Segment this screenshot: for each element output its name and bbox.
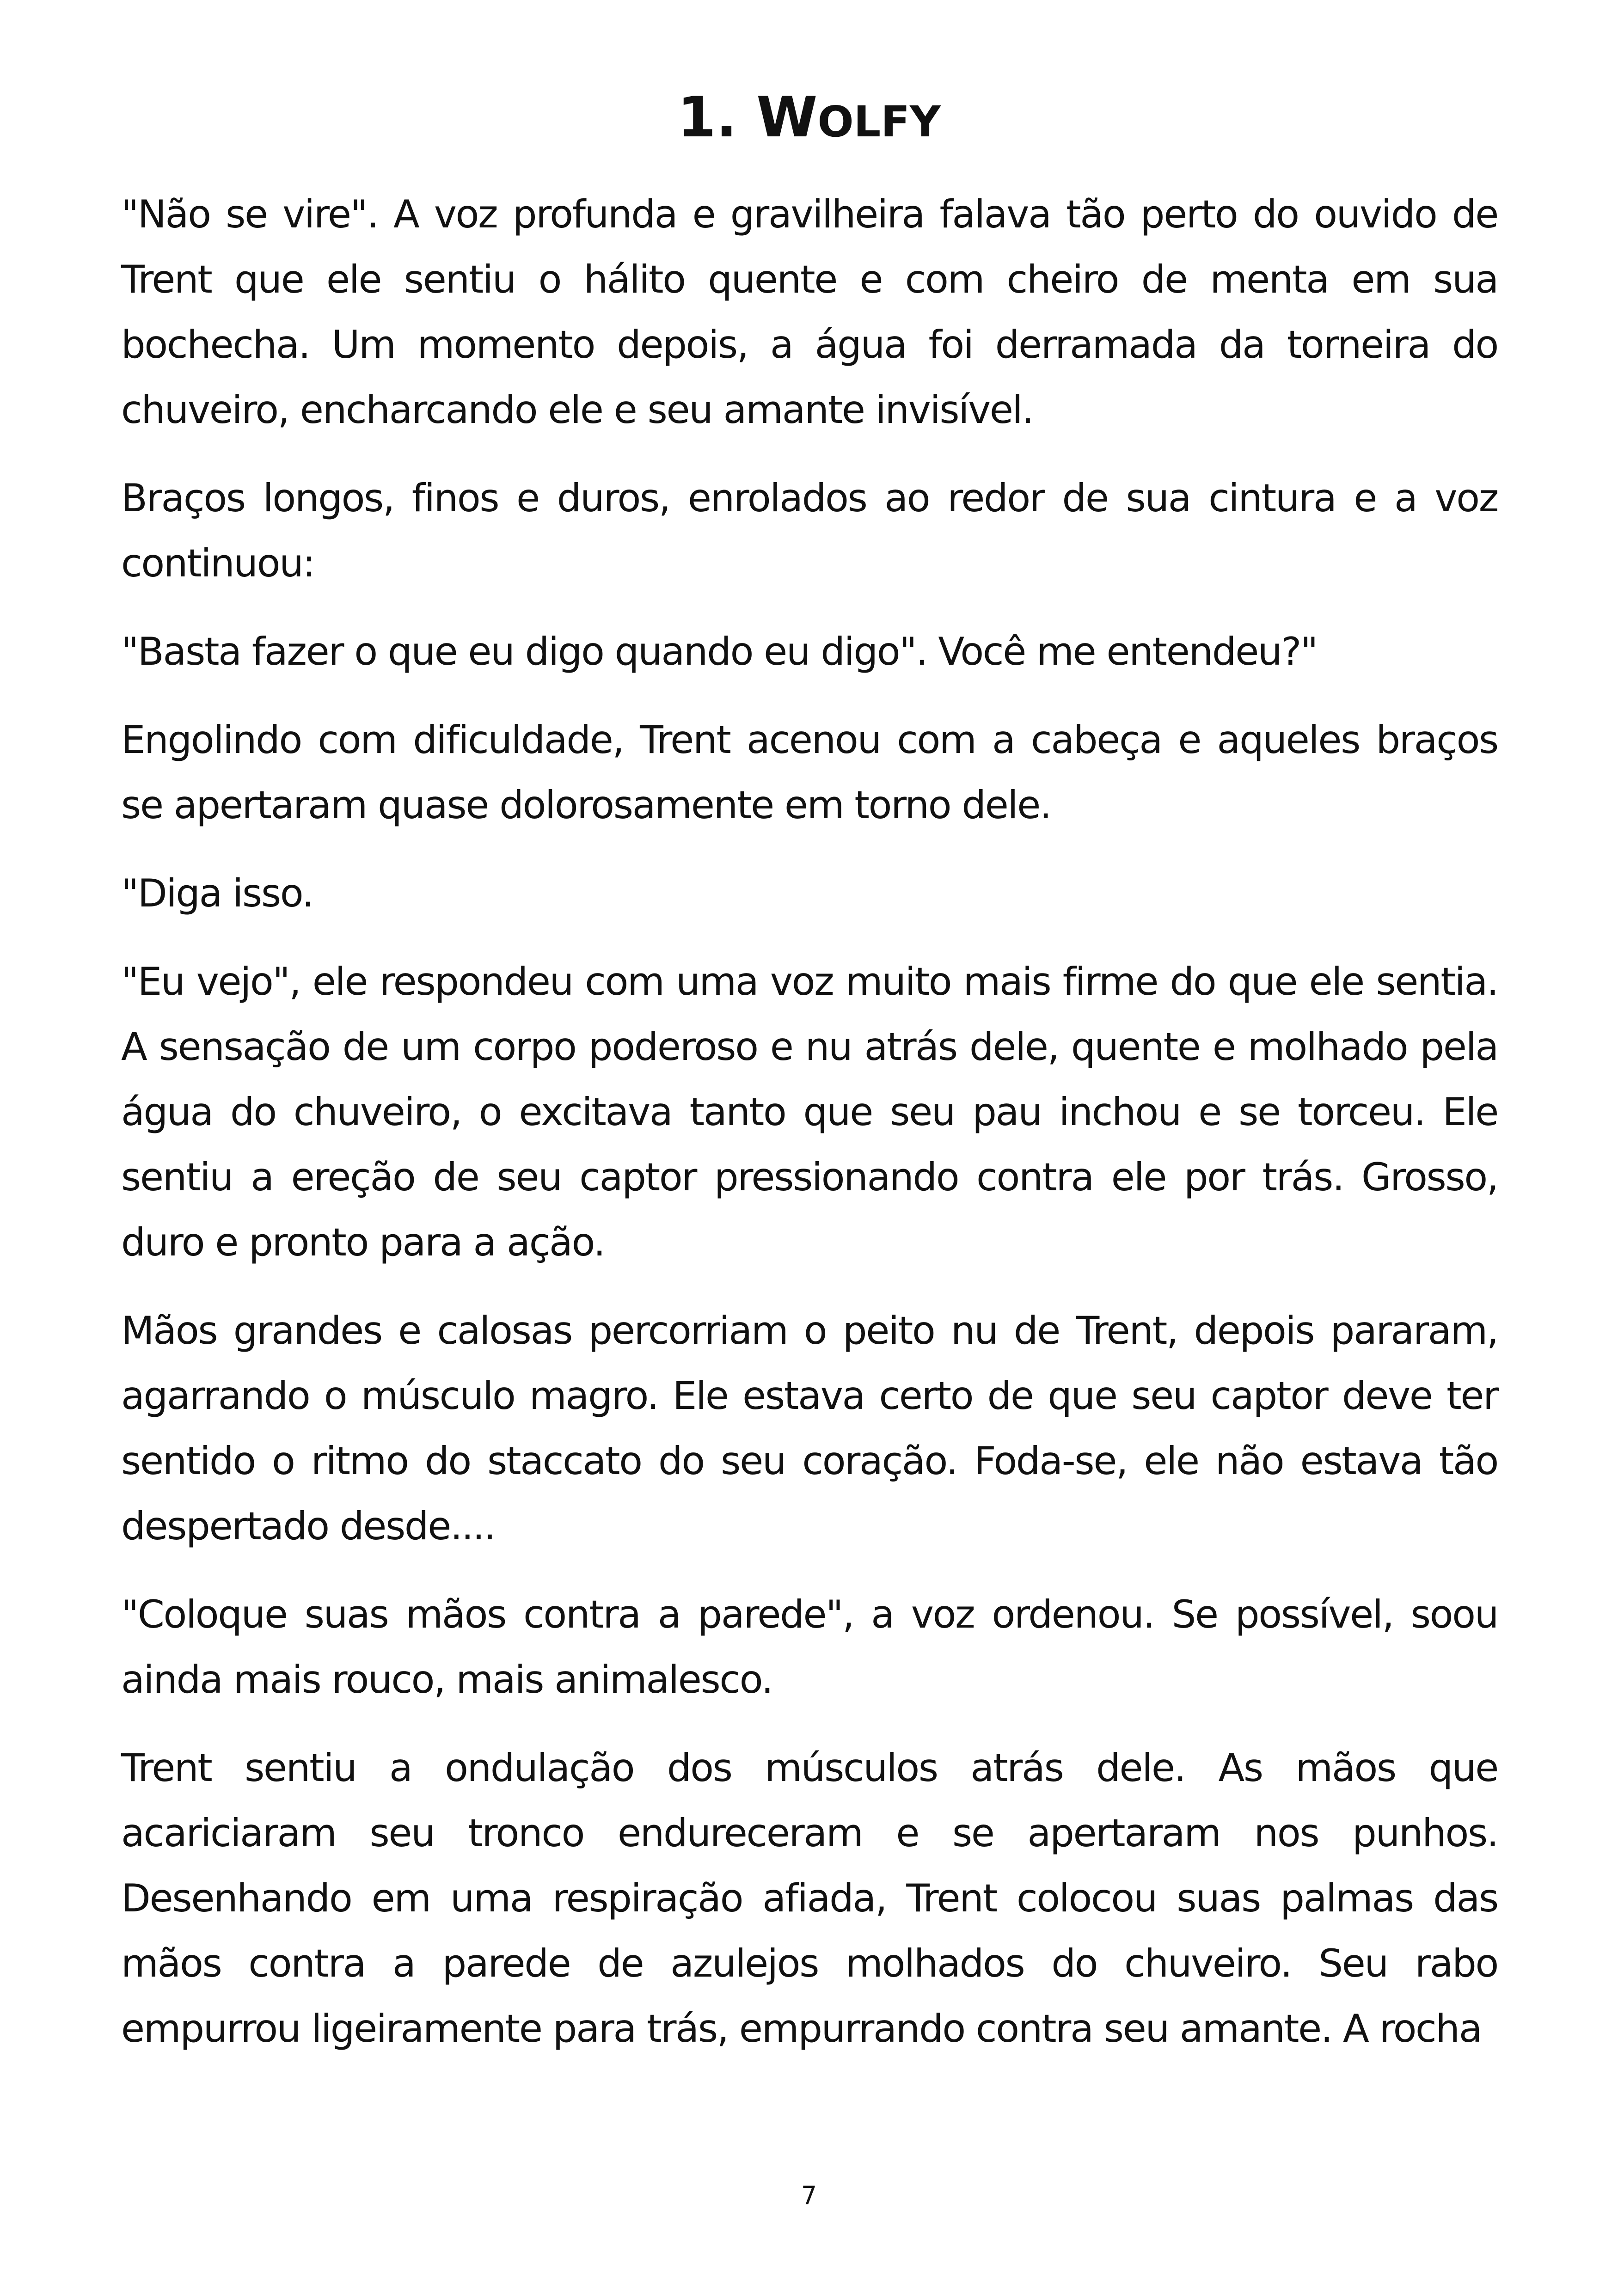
paragraph: Braços longos, finos e duros, enrolados ao redor de sua cintura e a voz continuou: [121, 476, 1498, 586]
page-number: 7 [801, 2181, 817, 2210]
paragraph: Engolindo com dificuldade, Trent acenou com a cabeça e aqueles braços se apertaram quase dolorosamente em torno dele. [121, 717, 1498, 827]
chapter-title [0, 81, 1618, 159]
chapter-number: 1. [677, 86, 737, 150]
paragraph: Mãos grandes e calosas percorriam o peito nu de Trent, depois pararam, agarrando o músculo magro. Ele estava certo de que seu captor deve ter sentido o ritmo do staccato do seu coração. Foda-se, ele não estava tão despertado desde.... [121, 1308, 1498, 1549]
paragraph: Trent sentiu a ondulação dos músculos atrás dele. As mãos que acariciaram seu tronco endureceram e se apertaram nos punhos. Desenhando em uma respiração afiada, Trent colocou suas palmas das mãos contra a parede de azulejos molhados do chuveiro. Seu rabo empurrou ligeiramente para trás, empurrando contra seu amante. A rocha [121, 1745, 1498, 2051]
chapter-body [121, 182, 1498, 2084]
paragraph: "Basta fazer o que eu digo quando eu digo". Você me entendeu?" [121, 629, 1317, 674]
paragraph: "Diga isso. [121, 871, 313, 916]
chapter-title-rest: OLFY [817, 97, 941, 147]
paragraph: "Coloque suas mãos contra a parede", a voz ordenou. Se possível, soou ainda mais rouco, mais animalesco. [121, 1592, 1498, 1702]
chapter-title-initial: W [756, 86, 818, 150]
paragraph: "Não se vire". A voz profunda e gravilheira falava tão perto do ouvido de Trent que ele sentiu o hálito quente e com cheiro de menta em sua bochecha. Um momento depois, a água foi derramada da torneira do chuveiro, encharcando ele e seu amante invisível. [121, 192, 1498, 432]
paragraph: "Eu vejo", ele respondeu com uma voz muito mais firme do que ele sentia. A sensação de um corpo poderoso e nu atrás dele, quente e molhado pela água do chuveiro, o excitava tanto que seu pau inchou e se torceu. Ele sentiu a ereção de seu captor pressionando contra ele por trás. Grosso, duro e pronto para a ação. [121, 959, 1498, 1265]
